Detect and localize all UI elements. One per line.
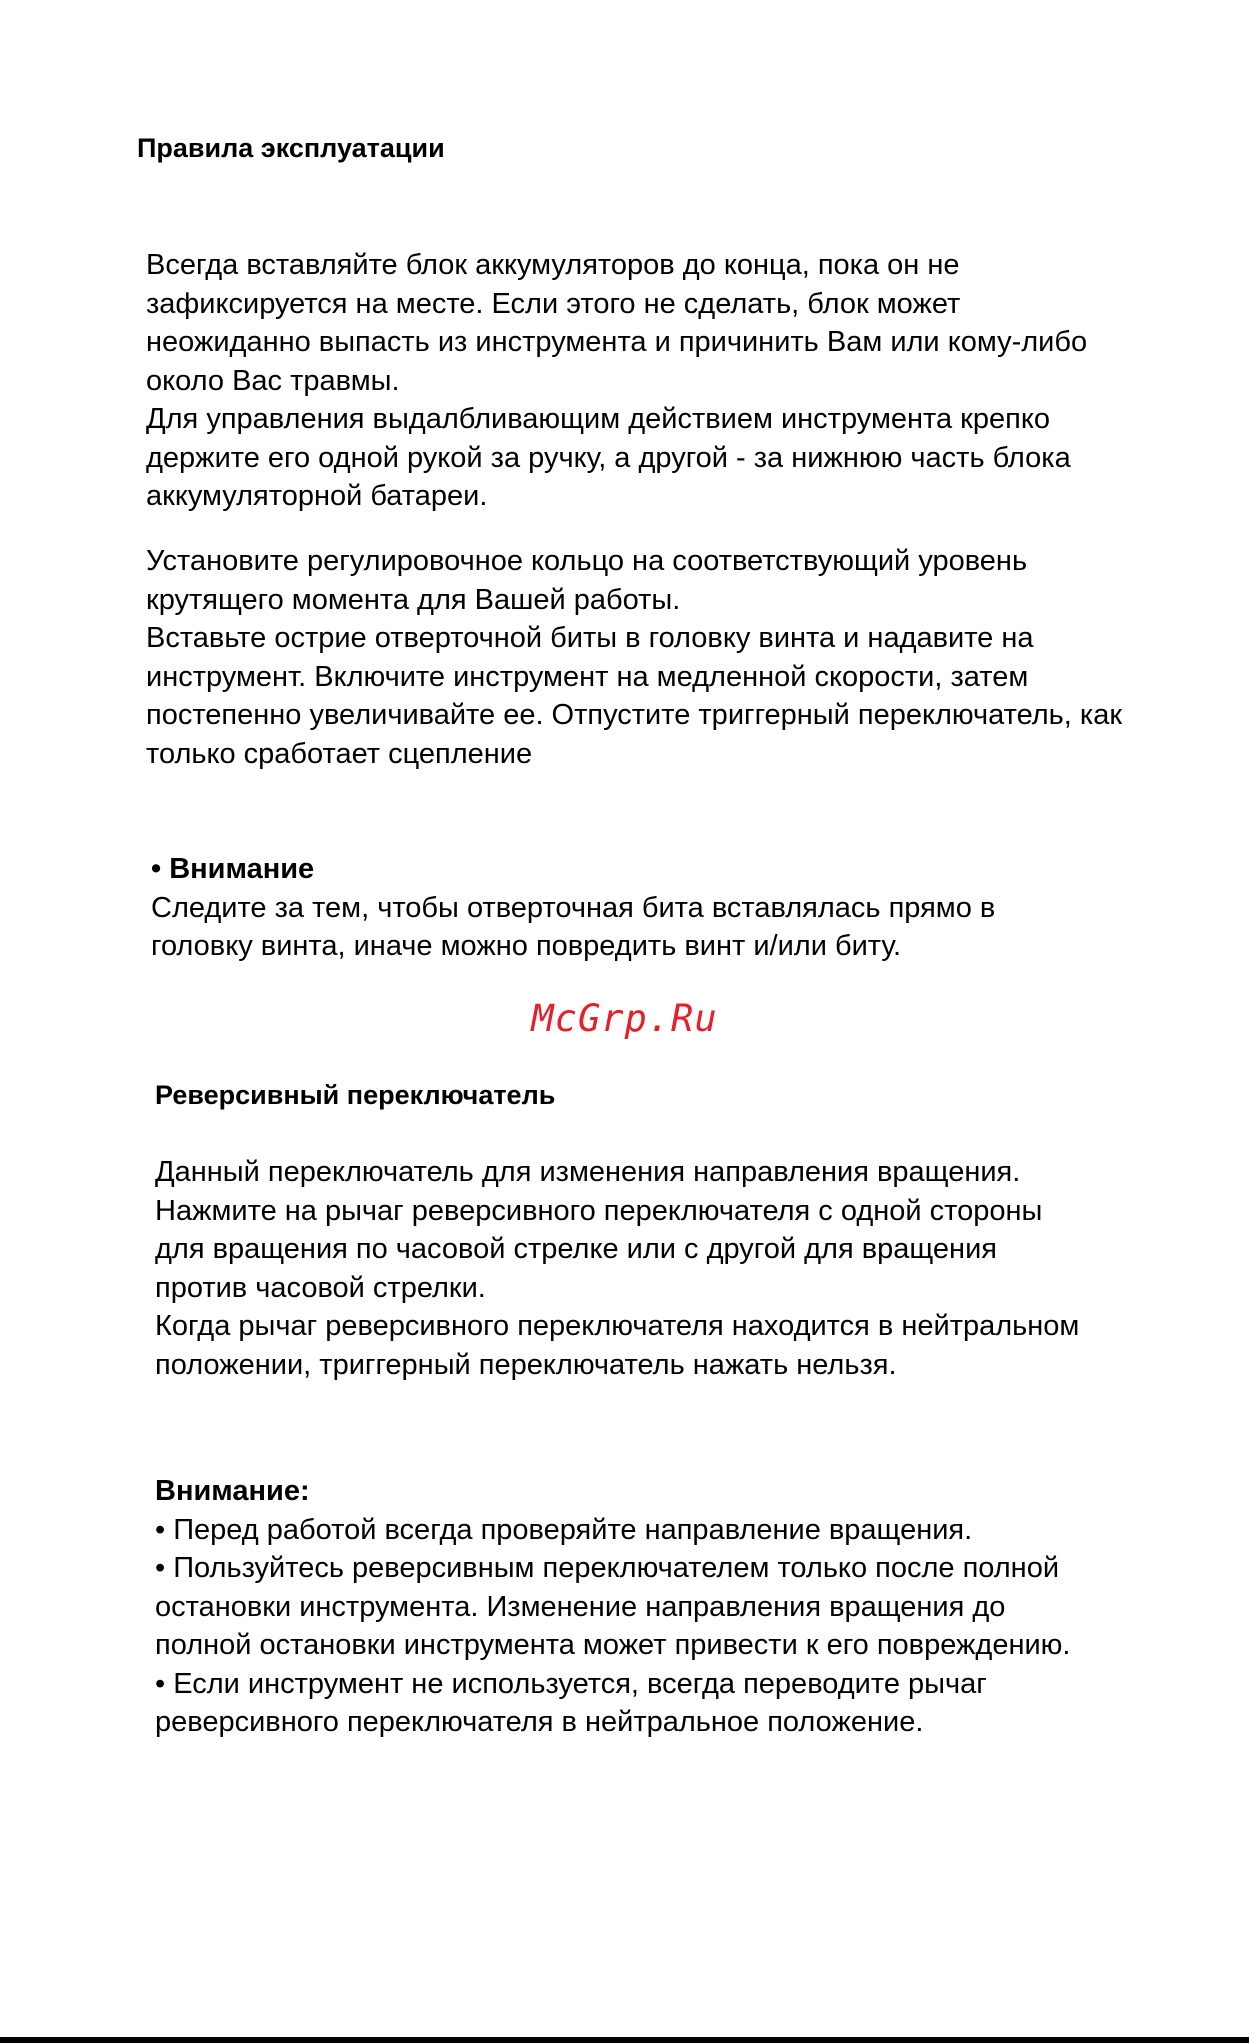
text-line: • Если инструмент не используется, всегда переводите рычаг (155, 1667, 987, 1700)
text-line: Всегда вставляйте блок аккумуляторов до конца, пока он не (146, 249, 960, 281)
text-line: Вставьте острие отверточной биты в головку винта и надавите на (146, 622, 1034, 654)
text-line: головку винта, иначе можно повредить винт и/или биту. (151, 930, 902, 962)
attention-block-reverse (155, 1472, 1070, 1742)
attention-block-bit (151, 850, 995, 966)
text-line: только сработает сцепление (146, 737, 533, 770)
text-line: положении, триггерный переключатель нажать нельзя. (155, 1348, 897, 1381)
text-line: постепенно увеличивайте ее. Отпустите триггерный переключатель, как (146, 699, 1123, 731)
paragraph-battery-installation (146, 246, 1087, 516)
text-line: остановки инструмента. Изменение направления вращения до (155, 1590, 1006, 1623)
watermark-text: McGrp.Ru (531, 997, 718, 1040)
text-line: инструмент. Включите инструмент на медленной скорости, затем (146, 660, 1029, 693)
text-line: аккумуляторной батареи. (146, 480, 488, 512)
text-line: Следите за тем, чтобы отверточная бита вставлялась прямо в (151, 891, 996, 924)
text-line: • Пользуйтесь реверсивным переключателем только после полной (155, 1552, 1060, 1584)
text-line: около Вас травмы. (146, 364, 400, 397)
attention-heading: • Внимание (151, 853, 315, 885)
section-title-reverse-switch: Реверсивный переключатель (155, 1080, 556, 1110)
text-line: полной остановки инструмента может привести к его повреждению. (155, 1629, 1071, 1661)
text-line: зафиксируется на месте. Если этого не сделать, блок может (146, 287, 961, 320)
text-line: держите его одной рукой за ручку, а другой - за нижнюю часть блока (146, 441, 1071, 474)
paragraph-reverse-switch (155, 1153, 1079, 1384)
text-line: неожиданно выпасть из инструмента и причинить Вам или кому-либо (146, 326, 1088, 358)
text-line: Для управления выдалбливающим действием инструмента крепко (146, 403, 1050, 435)
text-line: Когда рычаг реверсивного переключателя находится в нейтральном (155, 1310, 1080, 1342)
text-line: крутящего момента для Вашей работы. (146, 583, 681, 616)
text-line: Нажмите на рычаг реверсивного переключателя с одной стороны (155, 1194, 1043, 1227)
page-bottom-border (0, 2037, 1249, 2043)
text-line: • Перед работой всегда проверяйте направление вращения. (155, 1513, 973, 1546)
text-line: реверсивного переключателя в нейтральное положение. (155, 1706, 924, 1738)
text-line: Данный переключатель для изменения направления вращения. (155, 1156, 1021, 1188)
paragraph-torque-setting (146, 542, 1122, 773)
section-title-operation-rules: Правила эксплуатации (137, 133, 445, 163)
attention-heading: Внимание: (155, 1475, 310, 1507)
text-line: против часовой стрелки. (155, 1271, 486, 1304)
text-line: Установите регулировочное кольцо на соответствующий уровень (146, 545, 1028, 577)
text-line: для вращения по часовой стрелке или с другой для вращения (155, 1233, 997, 1265)
